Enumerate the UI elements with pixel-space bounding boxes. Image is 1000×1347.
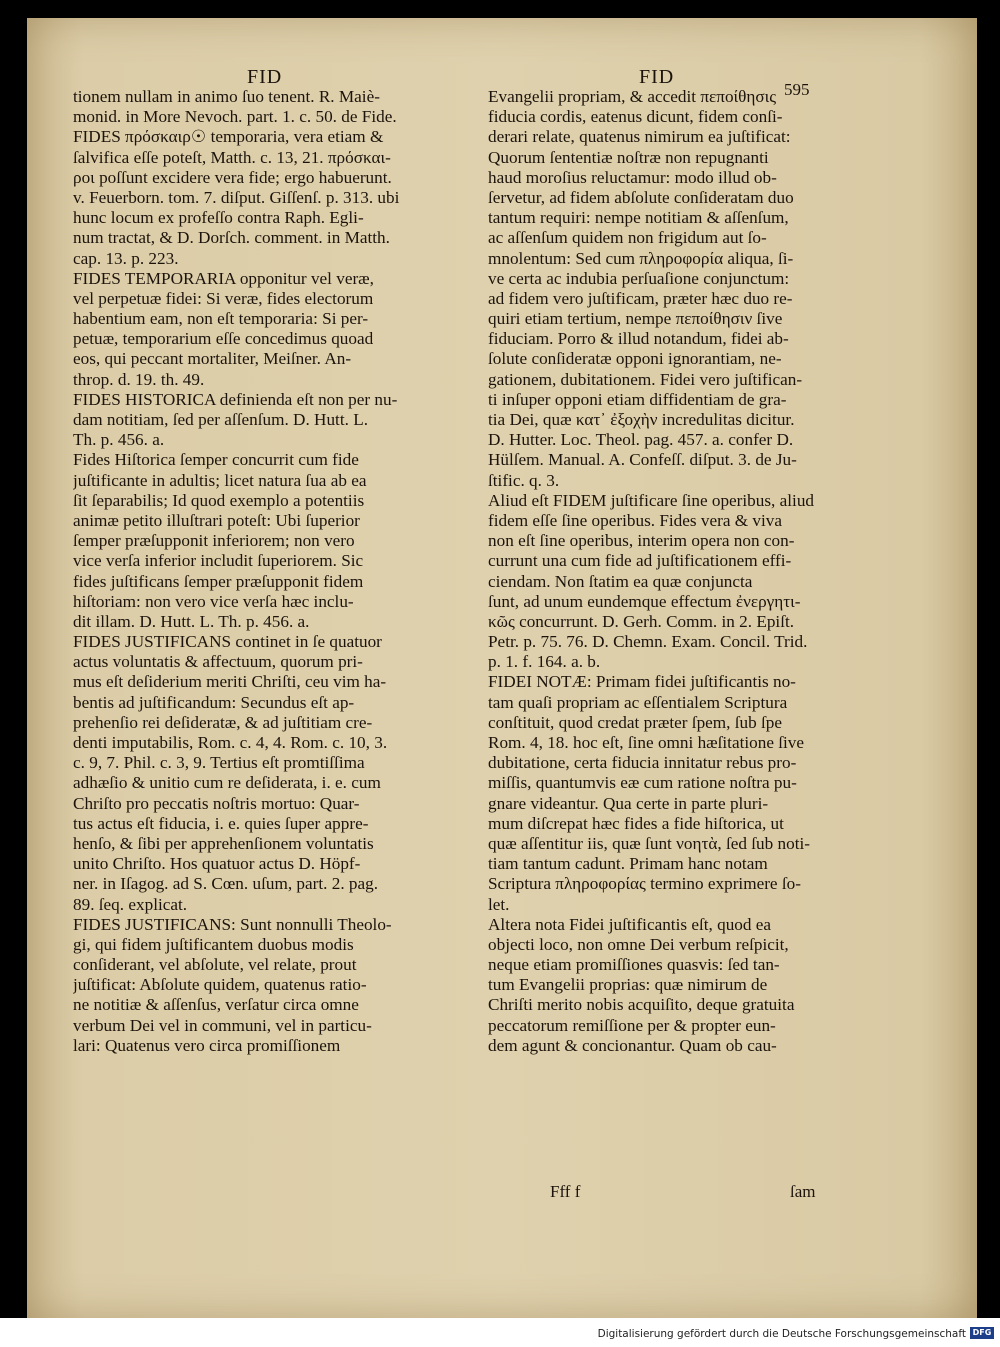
text-line: juſtificante in adultis; licet natura ſua ab ea	[73, 470, 367, 490]
text-line: fidem eſſe ſine operibus. Fides vera & viva	[488, 510, 783, 530]
text-line: dem agunt & concionantur. Quam ob cau-	[488, 1035, 777, 1055]
text-line: hunc locum ex profeſſo contra Raph. Egli-	[73, 208, 364, 228]
text-line: prehenſio rei deſideratæ, & ad juſtitiam cre-	[73, 712, 373, 732]
text-line: tionem nullam in animo ſuo tenent. R. Maiè-	[73, 87, 380, 106]
text-line: unito Chriſto. Hos quatuor actus D. Höpf-	[73, 854, 361, 874]
text-line: mus eſt deſiderium meriti Chriſti, ceu vim ha-	[73, 672, 387, 692]
text-line: FIDES πρόσκαιρ☉ temporaria, vera etiam &	[73, 127, 384, 147]
text-line: tam quaſi propriam ac eſſentialem Scriptura	[488, 692, 788, 712]
text-line: 89. ſeq. explicat.	[73, 894, 188, 914]
text-line: ner. in Iſagog. ad S. Cœn. uſum, part. 2. pag.	[73, 874, 379, 894]
left-column	[73, 87, 445, 1056]
signature-mark: Fff f	[550, 1182, 581, 1201]
page-number: 595	[784, 80, 810, 99]
text-line: dam notitiam, ſed per aſſenſum. D. Hutt. L.	[73, 410, 368, 429]
text-line: bentis ad juſtificandum: Secundus eſt ap-	[73, 692, 355, 712]
text-line: monid. in More Nevoch. part. 1. c. 50. de Fide.	[73, 107, 397, 127]
text-line: haud moroſius reluctamur: modo illud ob-	[488, 167, 777, 187]
text-line: conſiderant, vel abſolute, vel relate, prout	[73, 955, 357, 975]
text-line: Aliud eſt FIDEM juſtificare ſine operibus, aliud	[488, 490, 815, 510]
text-line: derari relate, quatenus nimirum ea juſtificat:	[488, 127, 791, 147]
text-line: num tractat, & D. Dorſch. comment. in Matth.	[73, 228, 390, 248]
running-header-right: FID	[639, 66, 675, 88]
text-line: ad fidem vero juſtificam, præter hæc duo re-	[488, 288, 793, 308]
text-line: ſunt, ad unum eundemque effectum ἐνεργητι-	[488, 591, 801, 611]
text-line: hiſtoriam: non vero vice verſa hæc inclu-	[73, 591, 354, 611]
right-column	[488, 87, 833, 1056]
text-line: ſalvifica eſſe poteſt, Matth. c. 13, 21. πρόσκαι-	[73, 147, 391, 167]
text-line: FIDEI NOTÆ: Primam fidei juſtificantis no-	[488, 672, 796, 692]
text-line: henſo, & ſibi per apprehenſionem voluntatis	[73, 833, 374, 853]
text-line: ſolute conſideratæ opponi ignorantiam, ne-	[488, 349, 782, 369]
text-line: Quorum ſententiæ noſtræ non repugnanti	[488, 147, 769, 167]
text-line: FIDES TEMPORARIA opponitur vel veræ,	[73, 268, 374, 288]
running-header-left: FID	[247, 66, 283, 88]
text-line: lari: Quatenus vero circa promiſſionem	[73, 1035, 341, 1055]
text-line: Altera nota Fidei juſtificantis eſt, quod ea	[488, 914, 772, 934]
text-line: ſemper præſupponit inferiorem; non vero	[73, 531, 355, 551]
text-line: eos, qui peccant mortaliter, Meiſner. An-	[73, 349, 352, 369]
text-line: miſſis, quantumvis eæ cum ratione noſtra pu-	[488, 773, 797, 793]
text-line: actus voluntatis & affectuum, quorum pri-	[73, 652, 363, 672]
text-line: Th. p. 456. a.	[73, 430, 165, 450]
text-line: FIDES JUSTIFICANS continet in ſe quatuor	[73, 632, 382, 652]
text-line: κῶς concurrunt. D. Gerh. Comm. in 2. Epiſt.	[488, 611, 795, 631]
text-line: mum diſcrepat hæc fides a fide hiſtorica, ut	[488, 813, 784, 833]
text-line: dit illam. D. Hutt. L. Th. p. 456. a.	[73, 611, 310, 631]
text-line: p. 1. f. 164. a. b.	[488, 652, 601, 672]
text-line: Hülſem. Manual. A. Confeſſ. diſput. 3. de Ju-	[488, 450, 797, 470]
text-line: D. Hutter. Loc. Theol. pag. 457. a. confer D.	[488, 430, 794, 450]
catchword: ſam	[790, 1182, 816, 1201]
text-line: vice verſa inferior includit ſuperiorem. Sic	[73, 551, 364, 571]
text-line: juſtificat: Abſolute quidem, quatenus ratio-	[73, 975, 367, 995]
text-line: c. 9, 7. Phil. c. 3, 9. Tertius eſt promtiſſima	[73, 753, 365, 773]
text-line: vel perpetuæ fidei: Si veræ, fides electorum	[73, 288, 374, 308]
text-line: tus actus eſt fiducia, i. e. quies ſuper appre-	[73, 813, 369, 833]
text-line: fides juſtificans ſemper præſupponit fidem	[73, 571, 364, 591]
text-line: Rom. 4, 18. hoc eſt, ſine omni hæſitatione ſive	[488, 733, 805, 752]
text-line: ροι poſſunt excidere vera fide; ergo habuerunt.	[73, 167, 392, 187]
text-line: petuæ, temporarium eſſe concedimus quoad	[73, 329, 374, 349]
text-line: mnolentum: Sed cum πληροφορία aliqua, ſi-	[488, 248, 794, 268]
text-line: Chriſti merito nobis acquiſito, deque gratuita	[488, 995, 795, 1015]
text-line: FIDES JUSTIFICANS: Sunt nonnulli Theolo-	[73, 914, 392, 934]
text-line: tantum requiri: nempe notitiam & aſſenſum,	[488, 208, 789, 228]
digitization-bar	[0, 1318, 1000, 1347]
text-line: neque etiam promiſſiones quasvis: ſed tan-	[488, 955, 780, 975]
text-line: habentium eam, non eſt temporaria: Si per-	[73, 309, 369, 329]
text-line: conſtituit, quod credat præter ſpem, ſub ſpe	[488, 712, 783, 732]
text-line: tiam tantum cadunt. Primam hanc notam	[488, 854, 768, 874]
text-line: Petr. p. 75. 76. D. Chemn. Exam. Concil. Trid.	[488, 632, 808, 652]
text-line: Chriſto pro peccatis noſtris mortuo: Quar-	[73, 793, 360, 813]
text-line: let.	[488, 894, 510, 914]
text-line: verbum Dei vel in communi, vel in particu-	[73, 1015, 372, 1035]
text-line: currunt una cum fide ad juſtificationem effi-	[488, 551, 792, 571]
text-line: adhæſio & unitio cum re deſiderata, i. e. cum	[73, 773, 381, 793]
text-line: fiduciam. Porro & illud notandum, fidei ab-	[488, 329, 789, 349]
text-line: objecti loco, non omne Dei verbum reſpicit,	[488, 934, 789, 954]
text-line: tia Dei, quæ κατ᾽ ἐξοχὴν incredulitas dicitur.	[488, 410, 795, 429]
text-line: Evangelii propriam, & accedit πεποίθησις	[488, 87, 777, 106]
text-line: ne notitiæ & aſſenſus, verſatur circa omne	[73, 995, 359, 1015]
text-line: throp. d. 19. th. 49.	[73, 369, 205, 389]
text-line: gnare videantur. Qua certe in parte pluri-	[488, 793, 769, 813]
text-line: quiri etiam tertium, nempe πεποίθησιν ſive	[488, 309, 783, 329]
text-line: gationem, dubitationem. Fidei vero juſtifican-	[488, 369, 803, 389]
text-line: fiducia cordis, eatenus dicunt, fidem conſi-	[488, 107, 783, 127]
text-line: non eſt ſine operibus, interim opera non con-	[488, 531, 795, 551]
text-line: FIDES HISTORICA definienda eſt non per nu-	[73, 389, 398, 409]
text-line: ſit ſeparabilis; Id quod exemplo a potentiis	[73, 490, 365, 510]
digitization-note: Digitalisierung gefördert durch die Deutsche Forschungsgemeinschaft	[597, 1328, 966, 1340]
text-line: ſtific. q. 3.	[488, 470, 560, 490]
text-line: animæ petito illuſtrari poteſt: Ubi ſuperior	[73, 510, 360, 530]
text-line: Fides Hiſtorica ſemper concurrit cum fide	[73, 450, 359, 470]
text-line: ciendam. Non ſtatim ea quæ conjuncta	[488, 571, 753, 591]
text-line: ſervetur, ad fidem abſolute conſideratam duo	[488, 187, 794, 207]
text-line: Scriptura πληροφορίας termino exprimere ſo-	[488, 874, 801, 894]
dfg-logo: DFG	[970, 1327, 994, 1339]
text-line: peccatorum remiſſione per & propter eun-	[488, 1015, 776, 1035]
text-line: dubitatione, certa fiducia innitatur rebus pro-	[488, 753, 797, 773]
text-line: tum Evangelii proprias: quæ nimirum de	[488, 975, 768, 995]
text-line: gi, qui fidem juſtificantem duobus modis	[73, 934, 354, 954]
text-line: ac aſſenſum quidem non frigidum aut ſo-	[488, 228, 767, 248]
text-line: cap. 13. p. 223.	[73, 248, 179, 268]
text-line: ti inſuper opponi etiam diffidentiam de gra-	[488, 389, 787, 409]
text-line: ve certa ac indubia perſuaſione conjunctum:	[488, 268, 790, 288]
text-line: denti imputabilis, Rom. c. 4, 4. Rom. c. 10, 3.	[73, 733, 388, 752]
text-line: v. Feuerborn. tom. 7. diſput. Giſſenſ. p. 313. ubi	[73, 187, 400, 207]
text-line: quæ aſſentitur iis, quæ ſunt νοητὰ, ſed ſub noti-	[488, 833, 810, 853]
